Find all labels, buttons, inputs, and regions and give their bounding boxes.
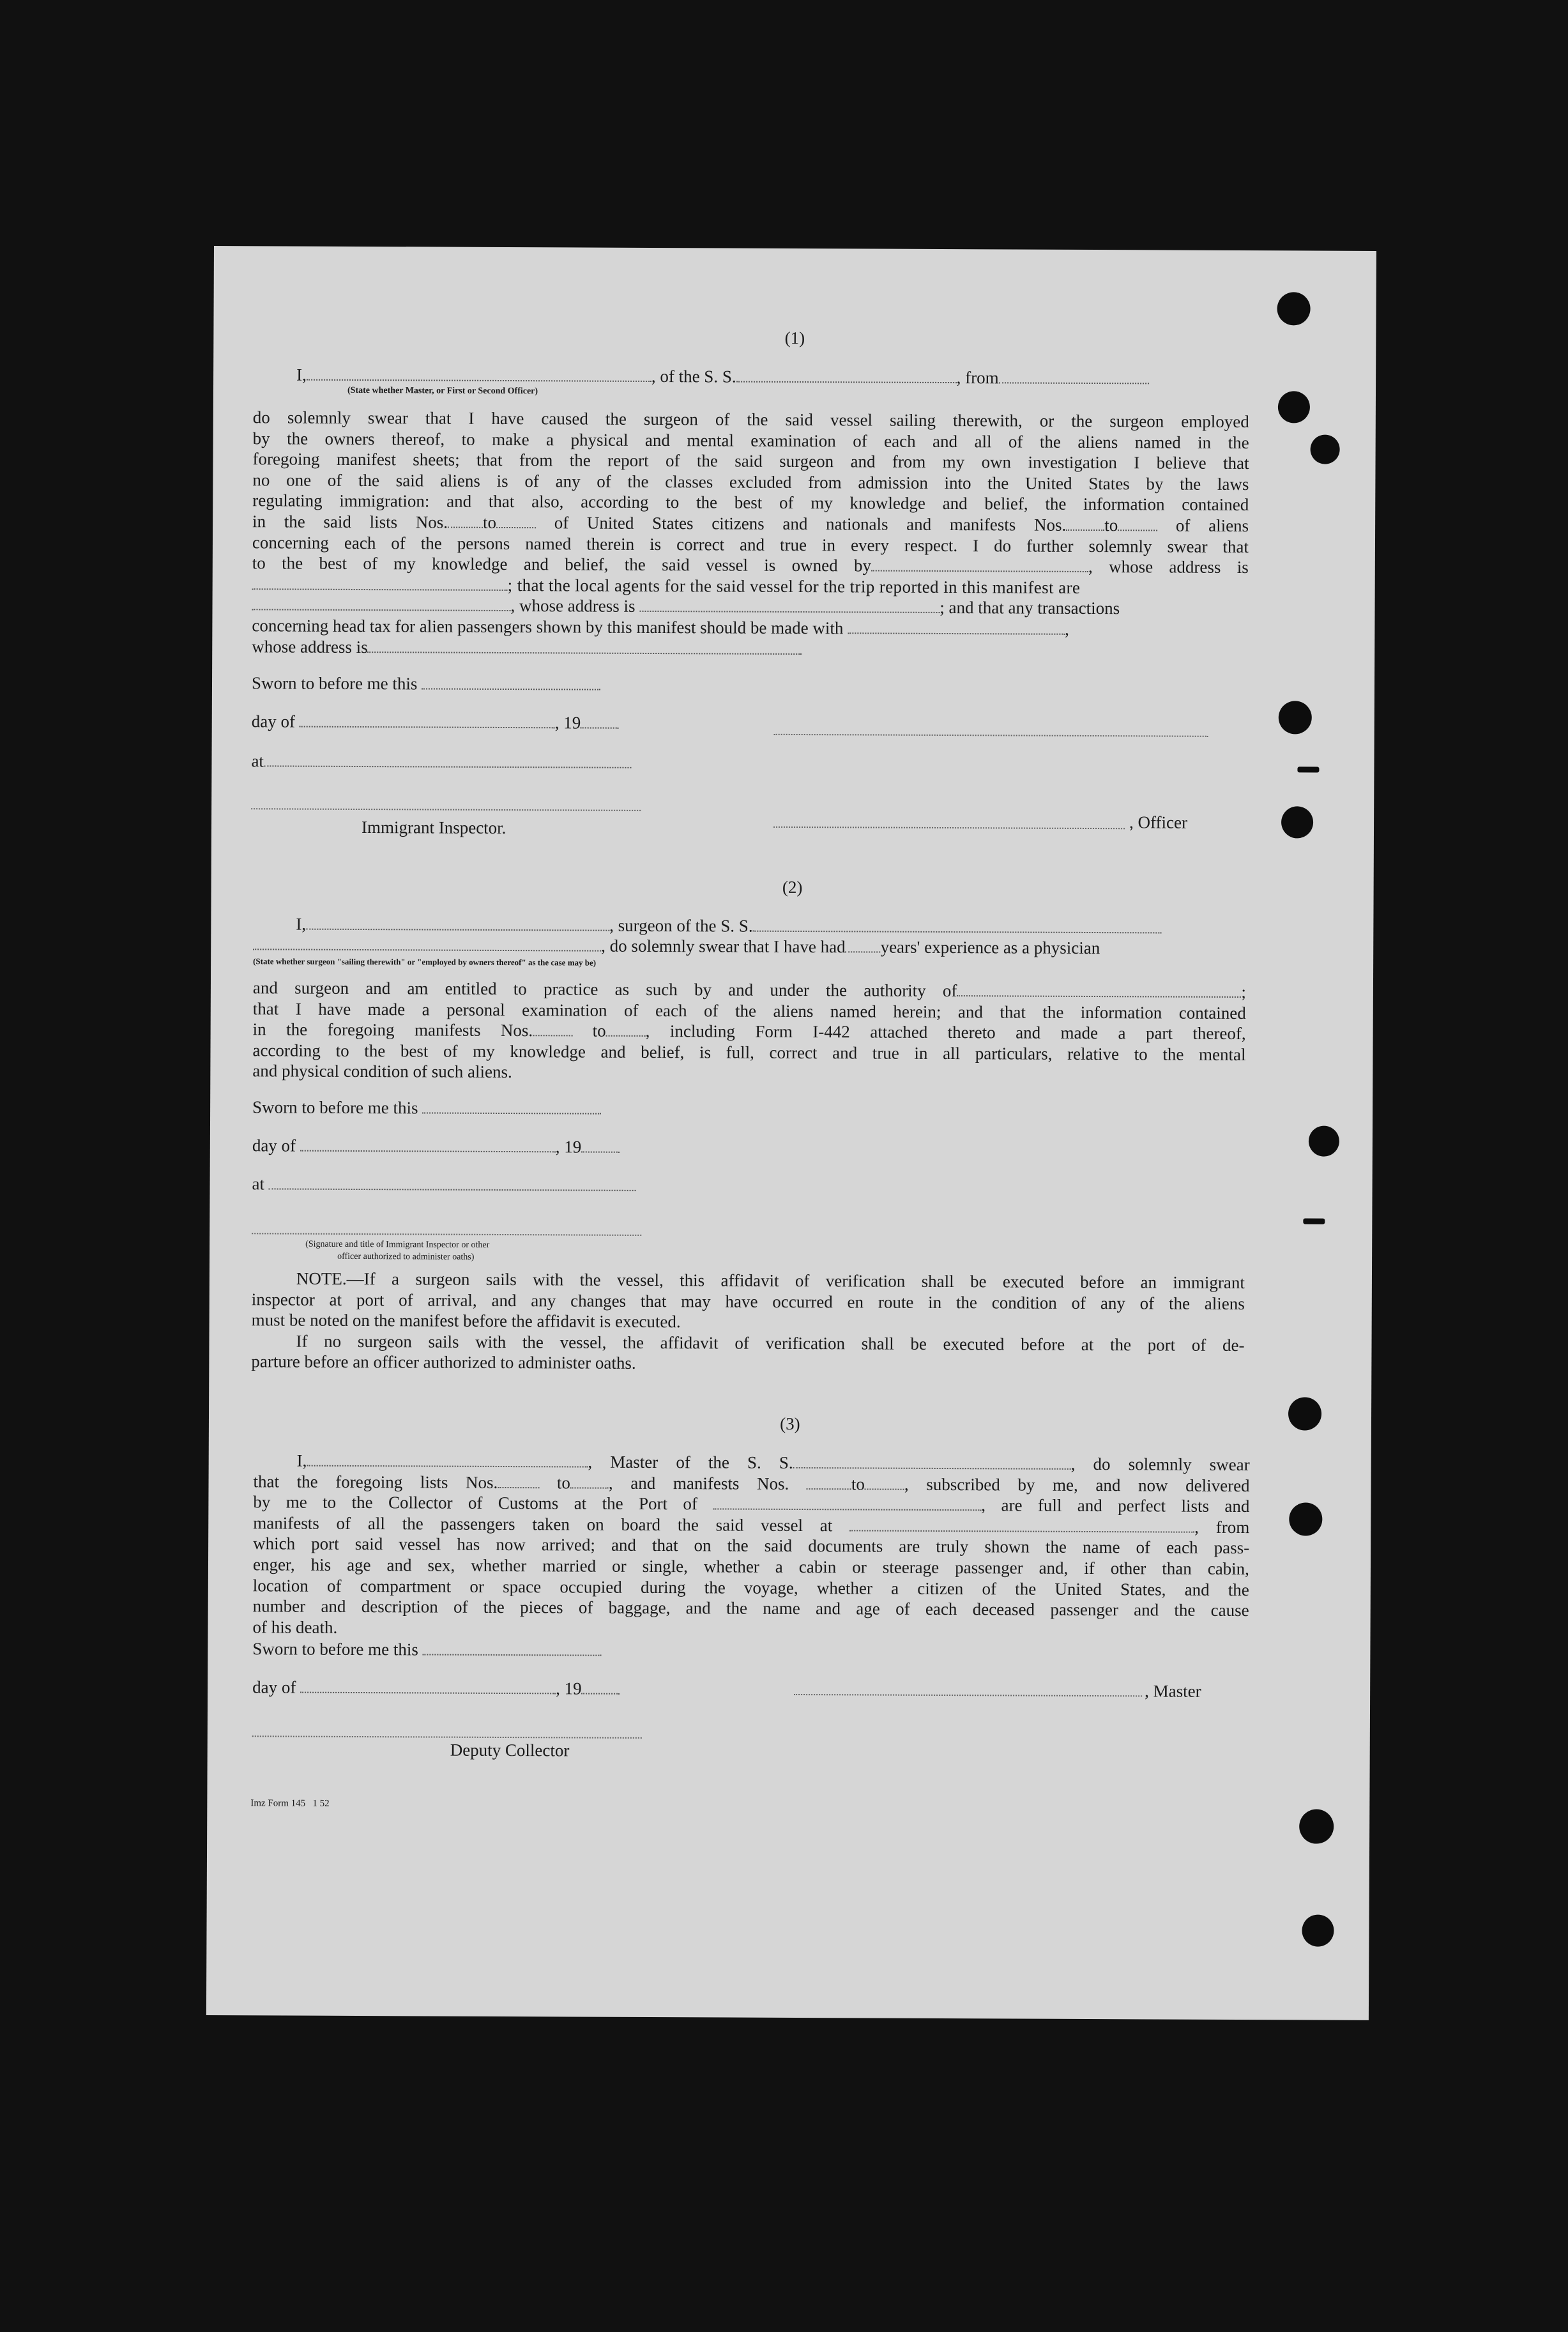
master-rank-field[interactable]: [307, 365, 651, 382]
s2-l1-b: , surgeon of the S. S.: [609, 915, 753, 936]
s3-list-to-field[interactable]: [570, 1473, 609, 1488]
s1-l11-b: ,: [1065, 619, 1069, 639]
s2-note-line: parture before an officer authorized to administer oaths.: [251, 1352, 636, 1373]
s1-l9: ; that the local agents for the said vessel for the trip reported in this manifest are: [507, 575, 1081, 597]
s2-note-line: must be noted on the manifest before the affidavit is executed.: [251, 1310, 681, 1332]
s3-manifest-from-field[interactable]: [807, 1474, 851, 1490]
s2-year-field[interactable]: [581, 1138, 620, 1153]
s2-sworn-field[interactable]: [422, 1098, 601, 1114]
s2-l2-a: , do solemnly swear that I have had: [601, 936, 846, 957]
s1-l6-c: of United States citizens and nationals and manifests Nos.: [554, 513, 1067, 535]
s3-year-label: , 19: [556, 1679, 582, 1698]
form-identifier: Imz Form 145 1 52: [250, 1798, 330, 1809]
boarding-port-field[interactable]: [849, 1516, 1194, 1532]
manifest-no-to-field[interactable]: [1118, 515, 1157, 531]
s1-para-line: regulating immigration: and that also, according to the best of my knowledge and belief, the information contained: [252, 491, 1249, 515]
s2-l2-b: years' experience as a physician: [880, 937, 1100, 958]
s3-para-line: enger, his age and sex, whether married or single, whether a cabin or steerage passenger and, if other than cabin,: [252, 1555, 1250, 1579]
agents-address-field[interactable]: [639, 597, 940, 613]
punch-hole: [1309, 1125, 1339, 1156]
s1-inspector-label: Immigrant Inspector.: [361, 818, 506, 838]
s2-paragraph: [252, 977, 1246, 1086]
s1-officer-label: , Officer: [1129, 812, 1188, 832]
punch-hole: [1289, 1502, 1322, 1536]
s2-manifest-from-field[interactable]: [533, 1021, 572, 1036]
s1-l6-d: to: [1104, 515, 1118, 535]
punch-hole: [1311, 434, 1340, 464]
s2-signature-line[interactable]: [252, 1233, 641, 1236]
s3-day-field[interactable]: [300, 1678, 556, 1695]
s1-para-line: [252, 636, 1248, 661]
s3-year-field[interactable]: [582, 1679, 620, 1695]
s2-vessel-field[interactable]: [753, 917, 1162, 934]
s1-para-line: foregoing manifest sheets; that from the report of the said surgeon and from my own investigation I believe that: [252, 449, 1249, 473]
s1-line-1-a: I,: [296, 365, 307, 385]
s1-para-line: do solemnly swear that I have caused the surgeon of the said vessel sailing therewith, or the surgeon employed: [252, 408, 1249, 432]
punch-hole: [1299, 1809, 1334, 1843]
s2-dayof-line: [252, 1135, 620, 1157]
s3-l4-a: manifests of all the passengers taken on board the said vessel at: [253, 1513, 833, 1536]
s2-l5-a: in the foregoing manifests Nos.: [252, 1019, 533, 1040]
s1-l8-b: , whose address is: [1088, 557, 1249, 577]
s3-sworn-line: [252, 1638, 601, 1660]
owner-address-field[interactable]: [252, 574, 508, 591]
s3-l2-b: to: [556, 1472, 571, 1493]
s1-para-line: no one of the said aliens is of any of the classes excluded from admission into the United States by the laws: [252, 470, 1249, 494]
s2-note: [251, 1268, 1245, 1376]
s3-master-signature-line[interactable]: [794, 1694, 1142, 1696]
section-2-number: (2): [782, 877, 803, 897]
s1-day-field[interactable]: [300, 712, 555, 729]
s3-l2-c: , and manifests Nos.: [608, 1473, 789, 1493]
s1-year-field[interactable]: [581, 713, 619, 729]
s3-deputy-label: Deputy Collector: [450, 1740, 570, 1760]
s3-l1-a: I,: [296, 1451, 307, 1470]
s3-dayof-line: [252, 1677, 620, 1699]
s3-sworn-label: Sworn to before me this: [252, 1639, 418, 1659]
s3-deputy-signature-line[interactable]: [252, 1735, 642, 1739]
s2-l3-a: and surgeon and am entitled to practice as such by and under the authority of: [252, 978, 957, 1001]
s2-l3-b: ;: [1241, 982, 1246, 1002]
contact-address-field[interactable]: [368, 637, 802, 655]
punch-hole: [1281, 806, 1313, 838]
punch-hole: [1278, 391, 1310, 423]
s3-paragraph: [253, 1450, 1250, 1639]
s2-year-label: , 19: [555, 1137, 582, 1157]
s3-master-label: , Master: [1145, 1681, 1201, 1701]
s1-l11-a: concerning head tax for alien passengers shown by this manifest should be made with: [252, 616, 844, 638]
s3-para-line: which port said vessel has now arrived; and that on the said documents are truly shown the name of each pass-: [253, 1534, 1250, 1558]
punch-hole: [1302, 1914, 1334, 1946]
list-no-from-field[interactable]: [448, 513, 483, 528]
s1-inspector-signature-line[interactable]: [251, 808, 641, 811]
s1-line-1: [296, 365, 1293, 390]
s1-l10-a: , whose address is: [510, 596, 636, 616]
s3-manifest-to-field[interactable]: [865, 1474, 904, 1490]
s1-at-line: [251, 751, 631, 773]
s3-list-from-field[interactable]: [498, 1473, 539, 1488]
s3-l2-a: that the foregoing lists Nos.: [253, 1471, 498, 1492]
s2-manifest-to-field[interactable]: [606, 1021, 646, 1037]
punch-slot: [1297, 766, 1319, 772]
s1-master-signature-line[interactable]: [774, 734, 1208, 737]
s2-day-field[interactable]: [300, 1136, 556, 1153]
s1-para-line: by the owners thereof, to make a physical and mental examination of each and all of the aliens named in the: [252, 428, 1249, 452]
s1-hint: (State whether Master, or First or Second Officer): [347, 385, 538, 397]
s1-line-1-c: , from: [956, 368, 999, 388]
s1-l6-a: in the said lists Nos.: [252, 512, 448, 532]
s3-l3-b: , are full and perfect lists and: [981, 1495, 1250, 1516]
s2-at-line: [252, 1173, 636, 1196]
s3-master-name-field[interactable]: [307, 1451, 588, 1468]
s2-l5-c: , including Form I-442 attached thereto and made a part thereof,: [645, 1021, 1246, 1044]
s1-l6-e: of aliens: [1175, 515, 1249, 536]
s3-l4-b: , from: [1194, 1517, 1250, 1537]
s2-note-line: inspector at port of arrival, and any changes that may have occurred en route in the condition of any of the aliens: [251, 1289, 1245, 1313]
punch-hole: [1279, 701, 1312, 734]
s2-note-line: If no surgeon sails with the vessel, the affidavit of verification shall be executed before at the port of de-: [296, 1331, 1245, 1355]
manifest-no-from-field[interactable]: [1066, 515, 1104, 531]
s3-vessel-field[interactable]: [793, 1453, 1071, 1470]
years-experience-field[interactable]: [846, 937, 881, 952]
s1-para-line: concerning each of the persons named therein is correct and true in every respect. I do further solemnly swear that: [252, 532, 1249, 556]
s1-l12: whose address is: [252, 636, 368, 657]
s2-l1-a: I,: [296, 914, 307, 934]
s2-para-line: and physical condition of such aliens.: [252, 1061, 512, 1082]
surgeon-name-field[interactable]: [306, 915, 609, 931]
s3-para-line: of his death.: [252, 1617, 338, 1637]
section-1-number: (1): [784, 328, 805, 348]
s2-hint: (State whether surgeon "sailing therewith" or "employed by owners thereof" as the case may be): [253, 956, 597, 968]
s2-sworn-line: [252, 1097, 601, 1118]
s2-note-line: NOTE.—If a surgeon sails with the vessel, this affidavit of verification shall be executed before an immigrant: [296, 1269, 1245, 1293]
s1-paragraph: [252, 407, 1249, 661]
s2-para-line: according to the best of my knowledge and belief, is full, correct and true in all particulars, relative to the mental: [252, 1040, 1246, 1064]
s1-at-label: at: [251, 751, 264, 771]
punch-slot: [1303, 1218, 1325, 1224]
s2-at-field[interactable]: [269, 1174, 636, 1191]
s1-l6-b: to: [483, 512, 497, 532]
s3-para-line: location of compartment or space occupied during the voyage, whether a citizen of the United States, and the: [252, 1575, 1249, 1599]
local-agents-field[interactable]: [252, 595, 511, 612]
s1-at-field[interactable]: [264, 751, 631, 768]
list-no-to-field[interactable]: [496, 513, 536, 528]
s1-sworn-label: Sworn to before me this: [251, 673, 418, 694]
s3-l1-c: , do solemnly swear: [1070, 1454, 1250, 1475]
s2-line-2: [253, 934, 1100, 958]
s2-sworn-label: Sworn to before me this: [252, 1097, 418, 1118]
s2-para-line: that I have made a personal examination of each of the aliens named herein; and that the information contained: [252, 998, 1246, 1023]
s2-sig-caption-1: (Signature and title of Immigrant Inspector or other: [305, 1239, 490, 1250]
vessel-name-field[interactable]: [736, 367, 957, 384]
s1-year-label: , 19: [554, 713, 581, 733]
owner-field[interactable]: [871, 556, 1088, 572]
s1-sworn-field[interactable]: [422, 674, 600, 690]
s3-l1-b: , Master of the S. S.: [588, 1452, 793, 1472]
s1-l8-a: to the best of my knowledge and belief, the said vessel is owned by: [252, 553, 872, 575]
s3-l2-d: to: [851, 1474, 865, 1494]
s1-dayof-label: day of: [251, 712, 296, 731]
s1-l10-b: ; and that any transactions: [940, 598, 1120, 618]
s1-officer-signature-line[interactable]: [773, 827, 1125, 829]
s1-dayof-line: [252, 711, 620, 733]
s2-at-label: at: [252, 1174, 265, 1194]
s1-line-1-b: , of the S. S.: [651, 366, 736, 386]
s3-para-line: number and description of the pieces of baggage, and the name and age of each deceased passenger and the cause: [252, 1596, 1249, 1620]
section-3-number: (3): [780, 1414, 800, 1434]
s2-sig-caption-2: officer authorized to administer oaths): [337, 1251, 475, 1262]
s3-dayof-label: day of: [252, 1677, 296, 1697]
s3-l3-a: by me to the Collector of Customs at the Port of: [253, 1492, 697, 1514]
s2-l5-b: to: [592, 1021, 606, 1040]
punch-hole: [1277, 292, 1310, 325]
s3-l2-e: , subscribed by me, and now delivered: [904, 1474, 1250, 1495]
s3-sworn-field[interactable]: [423, 1640, 602, 1656]
customs-port-field[interactable]: [713, 1495, 981, 1511]
head-tax-contact-field[interactable]: [848, 618, 1065, 634]
s1-sworn-line: [252, 673, 600, 694]
s2-dayof-label: day of: [252, 1136, 296, 1155]
authority-field[interactable]: [957, 981, 1241, 998]
manifest-affidavit-page: [206, 246, 1376, 2020]
surgeon-status-field[interactable]: [253, 934, 601, 951]
port-from-field[interactable]: [999, 368, 1149, 384]
